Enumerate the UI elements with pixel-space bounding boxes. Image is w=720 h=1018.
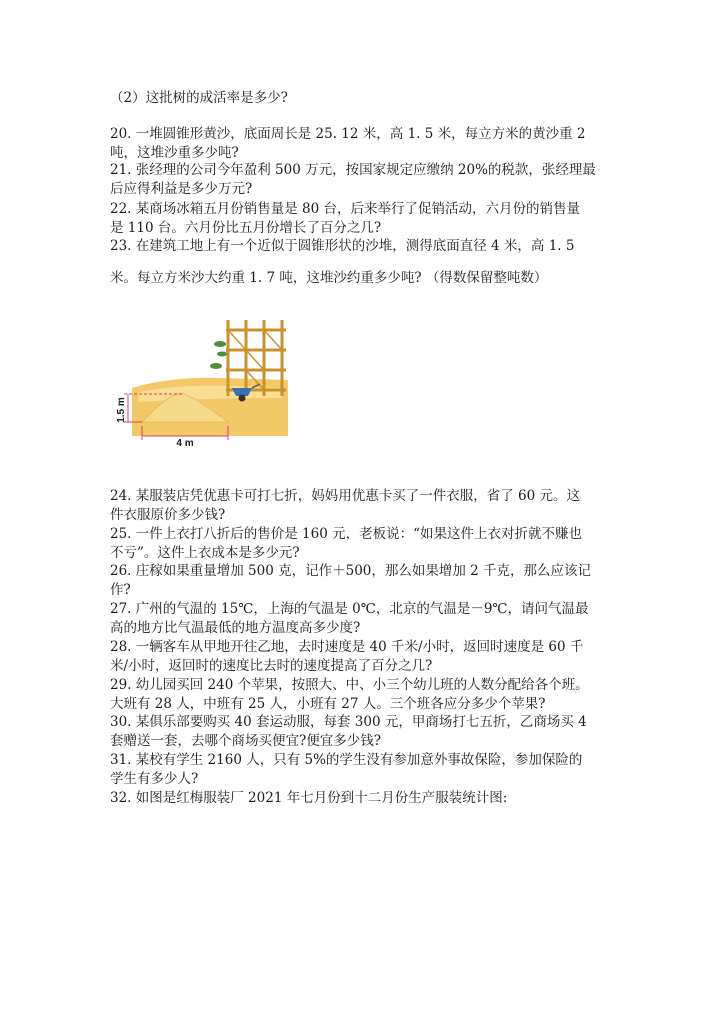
sand-pile-figure: [112, 318, 300, 450]
question-line: 26. 庄稼如果重量增加 500 克，记作＋500，那么如果增加 2 千克，那么应该记: [110, 563, 592, 579]
question-line: 后应得利益是多少万元?: [110, 181, 253, 197]
question-line: 30. 某俱乐部要购买 40 套运动服，每套 300 元，甲商场打七五折，乙商场买 4: [110, 714, 587, 730]
question-line: 米/小时，返回时的速度比去时的速度提高了百分之几?: [110, 658, 433, 674]
question-line: 27. 广州的气温的 15℃，上海的气温是 0℃，北京的气温是－9℃，请问气温最: [110, 601, 589, 617]
question-line: 28. 一辆客车从甲地开往乙地，去时速度是 40 千米/小时，返回时速度是 60 千: [110, 639, 584, 655]
question-line: 吨，这堆沙重多少吨?: [110, 145, 239, 161]
question-line: 21. 张经理的公司今年盈利 500 万元，按国家规定应缴纳 20%的税款，张经理最: [110, 162, 596, 178]
question-line: 大班有 28 人，中班有 25 人，小班有 27 人。三个班各应分多少个苹果?: [110, 696, 546, 712]
question-line: 29. 幼儿园买回 240 个苹果，按照大、中、小三个幼儿班的人数分配给各个班。: [110, 677, 589, 693]
height-label: 1.5 m: [116, 397, 127, 423]
width-label: 4 m: [176, 438, 194, 449]
question-line: 31. 某校有学生 2160 人，只有 5%的学生没有参加意外事故保险，参加保险的: [110, 752, 583, 768]
question-line: 套赠送一套，去哪个商场买便宜?便宜多少钱?: [110, 733, 381, 749]
question-line: 高的地方比气温最低的地方温度高多少度?: [110, 620, 361, 636]
question-line: 22. 某商场冰箱五月份销售量是 80 台，后来举行了促销活动，六月份的销售量: [110, 201, 581, 217]
question-line: 米。每立方米沙大约重 1. 7 吨，这堆沙约重多少吨? （得数保留整吨数）: [110, 270, 548, 286]
question-line: 学生有多少人?: [110, 771, 199, 787]
question-line: 件衣服原价多少钱?: [110, 507, 226, 523]
question-line: 32. 如图是红梅服装厂 2021 年七月份到十二月份生产服装统计图:: [110, 790, 508, 806]
question-line: 20. 一堆圆锥形黄沙，底面周长是 25. 12 米，高 1. 5 米，每立方米的黄沙重 2: [110, 126, 586, 142]
plant-icon: [210, 341, 227, 369]
question-line: 24. 某服装店凭优惠卡可打七折，妈妈用优惠卡买了一件衣服，省了 60 元。这: [110, 488, 581, 504]
question-line: 不亏”。这件上衣成本是多少元?: [110, 545, 300, 561]
question-line: 是 110 台。六月份比五月份增长了百分之几?: [110, 220, 382, 236]
question-line: （2）这批树的成活率是多少?: [110, 90, 288, 106]
question-line: 作?: [110, 582, 131, 598]
question-line: 25. 一件上衣打八折后的售价是 160 元，老板说：“如果这件上衣对折就不赚也: [110, 526, 583, 542]
question-line: 23. 在建筑工地上有一个近似于圆锥形状的沙堆，测得底面直径 4 米，高 1. 5: [110, 238, 575, 254]
